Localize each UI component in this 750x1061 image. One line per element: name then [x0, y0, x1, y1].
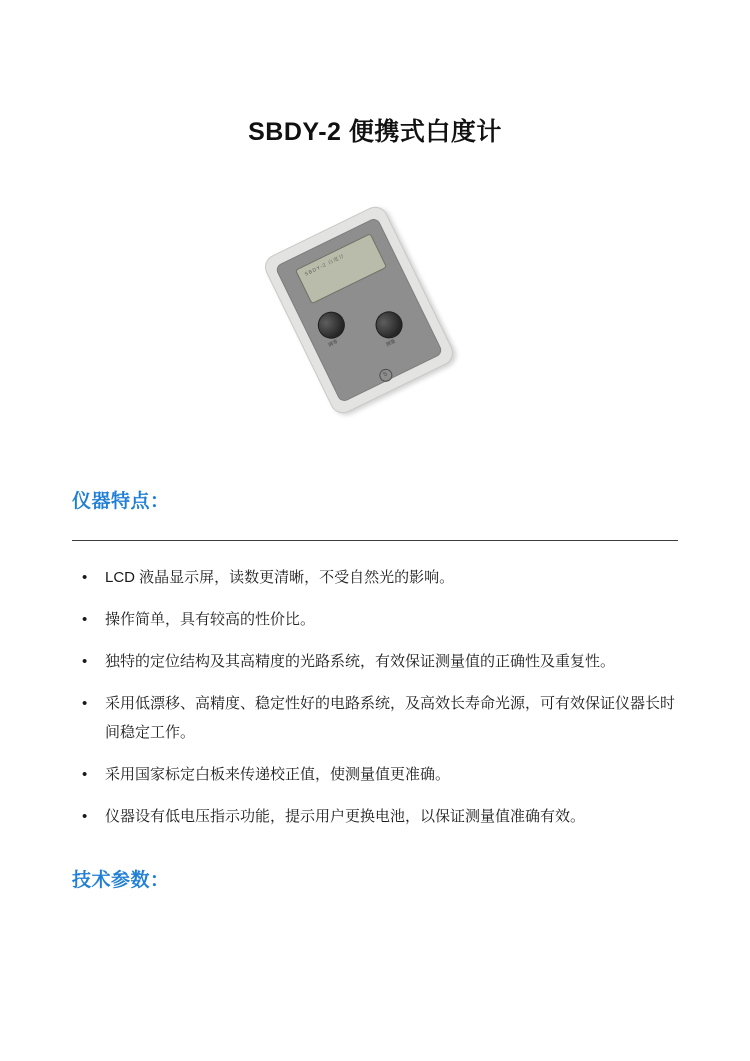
zero-knob-label: 调零	[327, 338, 339, 349]
brand-logo-icon: S	[377, 366, 394, 383]
specs-heading: 技术参数：	[72, 870, 170, 891]
measure-knob	[371, 306, 407, 342]
product-figure	[72, 214, 678, 404]
lcd-screen	[295, 233, 387, 304]
list-item: • 仪器设有低电压指示功能，提示用户更换电池，以保证测量值准确有效。	[72, 802, 678, 831]
zero-knob	[313, 307, 349, 343]
page-title: SBDY-2 便携式白度计	[248, 118, 502, 146]
features-list	[72, 563, 678, 831]
list-item: • 操作简单，具有较高的性价比。	[72, 605, 678, 634]
list-item: • 采用国家标定白板来传递校正值，使测量值更准确。	[72, 760, 678, 789]
device-body	[261, 202, 458, 417]
section-divider	[72, 540, 678, 541]
features-heading: 仪器特点：	[72, 491, 170, 512]
measure-knob-label: 测量	[385, 338, 397, 348]
list-item: • 采用低漂移、高精度、稳定性好的电路系统，及高效长寿命光源，可有效保证仪器长时间稳定工作。	[72, 689, 678, 747]
list-item: • LCD 液晶显示屏，读数更清晰，不受自然光的影响。	[72, 563, 678, 592]
lcd-screen-label: SBDY-2 白度计	[303, 252, 347, 278]
list-item: • 独特的定位结构及其高精度的光路系统，有效保证测量值的正确性及重复性。	[72, 647, 678, 676]
device-illustration	[260, 217, 490, 402]
device-faceplate	[274, 216, 443, 403]
